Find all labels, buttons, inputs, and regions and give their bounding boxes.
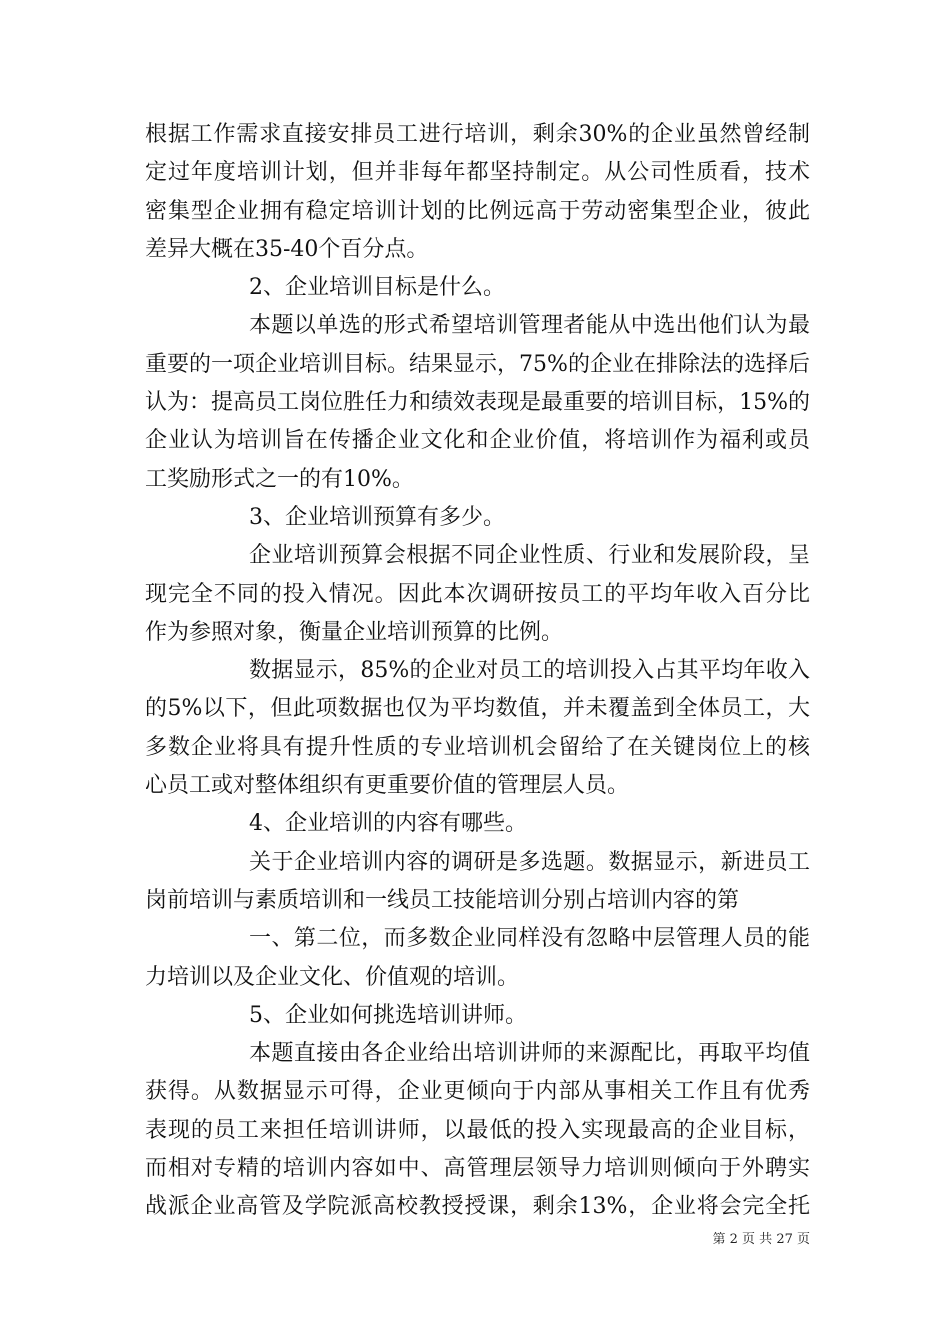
page-number-footer: 第 2 页 共 27 页 (712, 1232, 810, 1247)
paragraph-line: 心员工或对整体组织有更重要价值的管理层人员。 (145, 773, 630, 799)
paragraph-line: 重要的一项企业培训目标。结果显示，75%的企业在排除法的选择后 (145, 351, 810, 377)
paragraph-line: 获得。从数据显示可得，企业更倾向于内部从事相关工作且有优秀 (145, 1079, 810, 1105)
section-heading: 5、企业如何挑选培训讲师。 (249, 1002, 527, 1028)
paragraph-line: 战派企业高管及学院派高校教授授课，剩余13%，企业将会完全托 (145, 1194, 810, 1220)
paragraph-line: 多数企业将具有提升性质的专业培训机会留给了在关键岗位上的核 (145, 734, 810, 760)
paragraph-line: 的5%以下，但此项数据也仅为平均数值，并未覆盖到全体员工，大 (145, 696, 810, 722)
paragraph-line: 岗前培训与素质培训和一线员工技能培训分别占培训内容的第 (145, 887, 740, 913)
paragraph-line: 表现的员工来担任培训讲师，以最低的投入实现最高的企业目标， (145, 1117, 810, 1143)
paragraph-line: 一、第二位，而多数企业同样没有忽略中层管理人员的能 (249, 926, 810, 952)
document-body (145, 116, 810, 1227)
paragraph-line: 企业认为培训旨在传播企业文化和企业价值，将培训作为福利或员 (145, 428, 810, 454)
paragraph-line: 密集型企业拥有稳定培训计划的比例远高于劳动密集型企业，彼此 (145, 198, 810, 224)
paragraph-line: 现完全不同的投入情况。因此本次调研按员工的平均年收入百分比 (145, 581, 810, 607)
paragraph-line: 力培训以及企业文化、价值观的培训。 (145, 964, 520, 990)
paragraph-line: 根据工作需求直接安排员工进行培训，剩余30%的企业虽然曾经制 (145, 122, 810, 147)
paragraph-line: 工奖励形式之一的有10%。 (145, 466, 414, 492)
paragraph-line: 数据显示，85%的企业对员工的培训投入占其平均年收入 (249, 658, 810, 684)
paragraph-line: 定过年度培训计划，但并非每年都坚持制定。从公司性质看，技术 (145, 160, 810, 186)
section-heading: 3、企业培训预算有多少。 (249, 504, 505, 530)
paragraph-line: 本题直接由各企业给出培训讲师的来源配比，再取平均值 (249, 1041, 810, 1067)
paragraph-line: 差异大概在35-40个百分点。 (145, 236, 429, 262)
paragraph-line: 企业培训预算会根据不同企业性质、行业和发展阶段，呈 (249, 543, 810, 569)
paragraph-line: 而相对专精的培训内容如中、高管理层领导力培训则倾向于外聘实 (145, 1156, 810, 1182)
paragraph-line: 作为参照对象，衡量企业培训预算的比例。 (145, 619, 564, 645)
paragraph-line: 认为：提高员工岗位胜任力和绩效表现是最重要的培训目标，15%的 (145, 390, 810, 416)
paragraph-line: 关于企业培训内容的调研是多选题。数据显示，新进员工 (249, 849, 810, 875)
section-heading: 2、企业培训目标是什么。 (249, 275, 505, 301)
paragraph-line: 本题以单选的形式希望培训管理者能从中选出他们认为最 (249, 313, 810, 339)
section-heading: 4、企业培训的内容有哪些。 (249, 811, 527, 837)
